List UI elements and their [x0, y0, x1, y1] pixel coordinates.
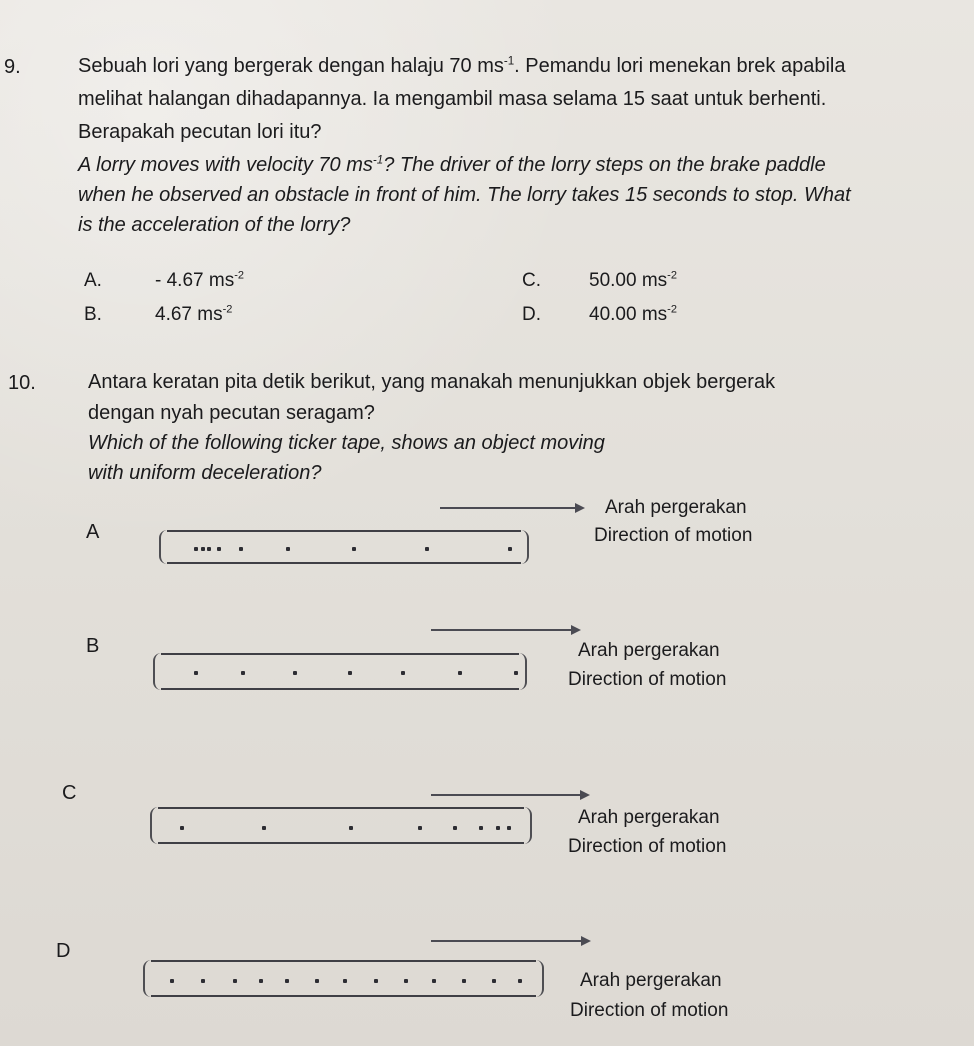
question-9-malay-line-1-sup: -1	[503, 54, 515, 68]
question-9-malay-line-2: melihat halangan dihadapannya. Ia mengambil masa selama 15 saat untuk berhenti.	[78, 88, 827, 110]
direction-arrow-d-head	[581, 936, 591, 946]
tape-b-dot	[348, 671, 352, 675]
tape-option-a-label: A	[86, 521, 100, 543]
question-9-choice-a-label: A.	[84, 270, 102, 291]
tape-option-c-label: C	[62, 782, 77, 804]
tape-option-c	[158, 807, 524, 844]
tape-d-dot	[492, 979, 496, 983]
question-9-english-line-1-sup: -1	[372, 153, 384, 167]
question-9-choice-c-value-text: 50.00 ms	[589, 270, 668, 291]
question-10-english-line-2: with uniform deceleration?	[88, 462, 322, 484]
tape-d-dot	[518, 979, 522, 983]
direction-c-malay: Arah pergerakan	[578, 807, 720, 828]
tape-d-dot	[374, 979, 378, 983]
tape-option-a	[167, 530, 521, 564]
question-9-choice-c-value	[589, 270, 677, 292]
question-9-choice-b-label: B.	[84, 304, 102, 325]
question-9-english-line-2: when he observed an obstacle in front of him. The lorry takes 15 seconds to stop. What	[78, 184, 851, 206]
tape-b-dot	[293, 671, 297, 675]
tape-a-dot	[508, 547, 512, 551]
direction-d-english: Direction of motion	[570, 1000, 729, 1021]
tape-option-b-label: B	[86, 635, 100, 657]
tape-c-dot	[479, 826, 483, 830]
direction-arrow-b-shaft	[431, 629, 571, 631]
tape-option-b	[161, 653, 519, 690]
tape-d-dot	[233, 979, 237, 983]
tape-c-dot	[262, 826, 266, 830]
tape-c-dot	[507, 826, 511, 830]
tape-b-dot	[241, 671, 245, 675]
question-9-english-line-1	[78, 155, 826, 175]
tape-a-dot	[217, 547, 221, 551]
question-9-english-line-1-tail: ? The driver of the lorry steps on the brake paddle	[383, 154, 826, 176]
question-9-choice-b-unit-sup: -2	[222, 303, 233, 316]
direction-d-malay: Arah pergerakan	[580, 970, 722, 991]
tape-c-dot	[418, 826, 422, 830]
question-9-malay-line-1	[78, 56, 845, 76]
question-9-choice-c-label: C.	[522, 270, 541, 291]
question-9-choice-c-unit-sup: -2	[667, 269, 677, 282]
question-9-english-line-1-text: A lorry moves with velocity 70 ms	[78, 154, 373, 176]
tape-a-dot	[201, 547, 205, 551]
tape-c-dot	[453, 826, 457, 830]
tape-d-dot	[315, 979, 319, 983]
tape-a-dot	[425, 547, 429, 551]
tape-d-dot	[170, 979, 174, 983]
direction-arrow-d	[431, 934, 591, 948]
question-9-choice-a-value	[155, 270, 244, 292]
direction-c-english: Direction of motion	[568, 836, 727, 857]
direction-a-english: Direction of motion	[594, 525, 753, 546]
direction-b-malay: Arah pergerakan	[578, 640, 720, 661]
tape-c-dot	[349, 826, 353, 830]
direction-arrow-b-head	[571, 625, 581, 635]
tape-b-dot	[514, 671, 518, 675]
direction-arrow-a-shaft	[440, 507, 575, 509]
direction-arrow-b	[431, 623, 581, 637]
tape-option-d	[151, 960, 536, 997]
question-9-choice-b-value-text: 4.67 ms	[155, 304, 223, 325]
tape-c-dot	[180, 826, 184, 830]
question-9-malay-line-1-text: Sebuah lori yang bergerak dengan halaju 70 ms	[78, 55, 504, 77]
question-10-malay-line-1: Antara keratan pita detik berikut, yang manakah menunjukkan objek bergerak	[88, 371, 776, 393]
tape-b-dot	[401, 671, 405, 675]
tape-a-dot	[352, 547, 356, 551]
tape-a-dot	[239, 547, 243, 551]
tape-b-dot	[458, 671, 462, 675]
question-9-malay-line-3: Berapakah pecutan lori itu?	[78, 121, 322, 143]
question-10-number: 10.	[8, 372, 36, 394]
tape-a-dot	[194, 547, 198, 551]
tape-d-dot	[462, 979, 466, 983]
direction-arrow-d-shaft	[431, 940, 581, 942]
direction-arrow-c-head	[580, 790, 590, 800]
direction-b-english: Direction of motion	[568, 669, 727, 690]
tape-d-dot	[285, 979, 289, 983]
direction-arrow-c-shaft	[431, 794, 580, 796]
tape-d-dot	[343, 979, 347, 983]
question-9-number: 9.	[4, 56, 21, 78]
tape-b-dot	[194, 671, 198, 675]
question-9-choice-a-value-text: - 4.67 ms	[155, 270, 235, 291]
question-9-choice-a-unit-sup: -2	[234, 269, 244, 282]
tape-d-dot	[259, 979, 263, 983]
tape-d-dot	[432, 979, 436, 983]
question-9-choice-d-unit-sup: -2	[667, 303, 677, 316]
question-9-english-line-3: is the acceleration of the lorry?	[78, 214, 351, 236]
direction-arrow-a	[440, 501, 585, 515]
question-9-choice-b-value	[155, 304, 232, 326]
question-9-malay-line-1-tail: . Pemandu lori menekan brek apabila	[514, 55, 846, 77]
question-9-choice-d-value-text: 40.00 ms	[589, 304, 668, 325]
question-10-english-line-1: Which of the following ticker tape, shows an object moving	[88, 432, 605, 454]
question-10-malay-line-2: dengan nyah pecutan seragam?	[88, 402, 375, 424]
question-9-choice-d-value	[589, 304, 677, 326]
tape-d-dot	[404, 979, 408, 983]
tape-c-dot	[496, 826, 500, 830]
direction-arrow-c	[431, 788, 590, 802]
tape-a-dot	[207, 547, 211, 551]
tape-option-d-label: D	[56, 940, 71, 962]
tape-a-dot	[286, 547, 290, 551]
direction-arrow-a-head	[575, 503, 585, 513]
direction-a-malay: Arah pergerakan	[605, 497, 747, 518]
question-9-choice-d-label: D.	[522, 304, 541, 325]
tape-d-dot	[201, 979, 205, 983]
